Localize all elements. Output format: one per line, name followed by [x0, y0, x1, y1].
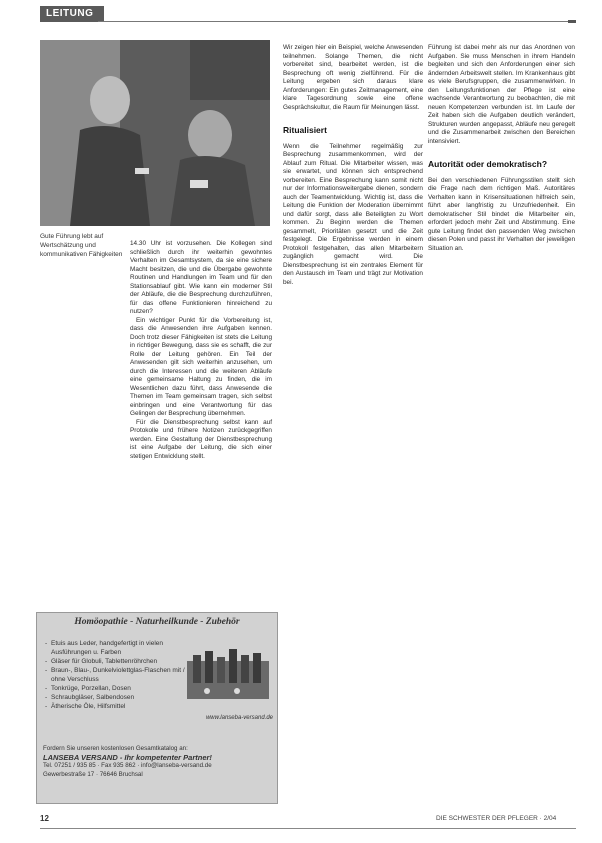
ad-footer-line: Gewerbestraße 17 · 76646 Bruchsal: [43, 770, 143, 778]
advertisement: [36, 612, 278, 804]
paragraph: Bei den verschiedenen Führungsstilen stellt sich die Frage nach dem richtigen Maß. Autoritäres Verhalten kann in Krisensituationen hilfreich sein, führt aber langfristig zu Unzufriedenheit. Ein demokratischer Stil bindet die Mitarbeiter ein, erfordert jedoch mehr Zeit und Abstimmung. Eine gute Leitung findet den passenden Weg zwischen diesen Polen und passt ihr Verhalten der jeweiligen Situation an.: [428, 176, 575, 252]
ad-title: Homöopathie - Naturheilkunde - Zubehör: [74, 617, 240, 627]
ad-list-item: - Etuis aus Leder, handgefertigt in vielen Ausführungen u. Farben: [45, 639, 185, 657]
article-column-2: [283, 44, 423, 287]
ad-footer-line: Fordern Sie unseren kostenlosen Gesamtkatalog an:: [43, 745, 188, 752]
subheading-autoritaet: Autorität oder demokratisch?: [428, 159, 548, 169]
paragraph: 14.30 Uhr ist vorzusehen. Die Kollegen sind schließlich durch ihr weiterhin gewohntes Verhalten im Gesamtsystem, da sie eine sichere Macht besitzen, die und die Übergabe gewohnte Routinen und Handlungen im Team und für den Stationsablauf gibt. Wie kann ein moderner Stil der Abläufe, die die Besprechung durchzuführen, für das offene Funktionieren hinreichend zu nutzen?: [130, 240, 272, 315]
ad-footer: [43, 745, 271, 779]
article-column-1: [130, 240, 272, 461]
ad-list-item: - Ätherische Öle, Hilfsmittel: [45, 702, 185, 711]
ad-list-item: - Tonkrüge, Porzellan, Dosen: [45, 684, 185, 693]
header-rule: [98, 21, 576, 22]
header-mark: [568, 20, 576, 23]
page-number: 12: [40, 814, 49, 823]
paragraph: Führung ist dabei mehr als nur das Anordnen von Aufgaben. Sie muss Menschen in ihrem Handeln begleiten und sich den Anforderungen einer sich ändernden Arbeitswelt stellen. Im Krankenhaus gibt es viele Berufsgruppen, die zusammenwirken. In den Leitungsfunktionen der Pflege ist eine wachsende Verantwortung zu beobachten, die mit neuen Kompetenzen verbunden ist. Im Laufe der Zeit haben sich die Aufgaben deutlich verändert, Strukturen wurden angepasst, Abläufe neu geregelt und die Zusammenarbeit zwischen den Bereichen intensiviert.: [428, 44, 575, 145]
article-column-3: [428, 44, 575, 253]
ad-product-list: [45, 639, 185, 711]
photo-caption: Gute Führung lebt auf Wertschätzung und kommunikativen Fähigkeiten: [40, 233, 123, 258]
paragraph: Wir zeigen hier ein Beispiel, welche Anwesenden teilnehmen. Solange Themen, die nicht vorbereitet sind, bearbeitet werden, ist die Besprechung oft wenig zielführend. Für die Leitung ergeben sich daraus klare Anforderungen: Ein gutes Zeitmanagement, eine klare Tagesordnung sowie eine offene Gesprächskultur, die Raum für Meinungen lässt.: [283, 44, 423, 111]
paragraph: Für die Dienstbesprechung selbst kann auf Protokolle und frühere Notizen zurückgegriffen werden. Eine Gestaltung der Dienstbesprechung ist eine Aufgabe der Leitung, die sich einer stetigen Entwicklung stellt.: [130, 418, 272, 460]
paragraph: Ein wichtiger Punkt für die Vorbereitung ist, dass die Anwesenden ihre Aufgaben kennen. Doch trotz dieser Fähigkeiten ist stets die Leitung in richtiger Bewegung, dass sie es schafft, die zur Rolle der Leitung gehören. Ein Teil der Anwesenden gilt sich weiterhin anzusehen, um durch die Interessen und die weiteren Abläufe eine gemeinsame Haltung zu finden, die im Wesentlichen dazu führt, dass Anwesende die Themen im Team gemeinsam tragen, sich selbst einbringen und eine Verantwortung für das Gelingen der Besprechung übernehmen.: [130, 316, 272, 417]
subheading-ritualisiert: Ritualisiert: [283, 125, 327, 135]
ad-brand: LANSEBA VERSAND - Ihr kompetenter Partner!: [43, 752, 212, 762]
paragraph: Wenn die Teilnehmer regelmäßig zur Besprechung zusammenkommen, wird der Ablauf zum Ritual. Die Mitarbeiter wissen, was sie erwartet, und können sich entsprechend vorbereiten. Eine Besprechung kann somit nicht nur der Informationsweitergabe dienen, sondern auch der Teamentwicklung. Wichtig ist, dass die Leitung die Funktion der Moderation übernimmt und dafür sorgt, dass alle Beteiligten zu Wort kommen. Zu Beginn werden die Themen gesammelt, Prioritäten gesetzt und die Zeit festgelegt. Die Ergebnisse werden in einem Protokoll festgehalten, das allen Mitarbeitern zugänglich gemacht wird. Die Dienstbesprechung ist ein zentrales Element für den Austausch im Team und trägt zur Motivation bei.: [283, 142, 423, 286]
section-label: LEITUNG: [40, 6, 104, 22]
ad-footer-line: Tel. 07251 / 935 85 · Fax 935 862 · info@lanseba-versand.de: [43, 762, 212, 769]
article-photo: [40, 40, 270, 226]
bottles-image: [187, 641, 269, 699]
ad-list-item: - Schraubgläser, Salbendosen: [45, 693, 185, 702]
ad-list-item: - Gläser für Globuli, Tablettenröhrchen: [45, 657, 185, 666]
footer-rule: [40, 828, 576, 829]
ad-url-link[interactable]: www.lanseba-versand.de: [205, 715, 273, 721]
journal-name: DIE SCHWESTER DER PFLEGER · 2/04: [436, 815, 557, 822]
ad-list-item: - Braun-, Blau-, Dunkelviolettglas-Flaschen mit / ohne Verschluss: [45, 666, 185, 684]
